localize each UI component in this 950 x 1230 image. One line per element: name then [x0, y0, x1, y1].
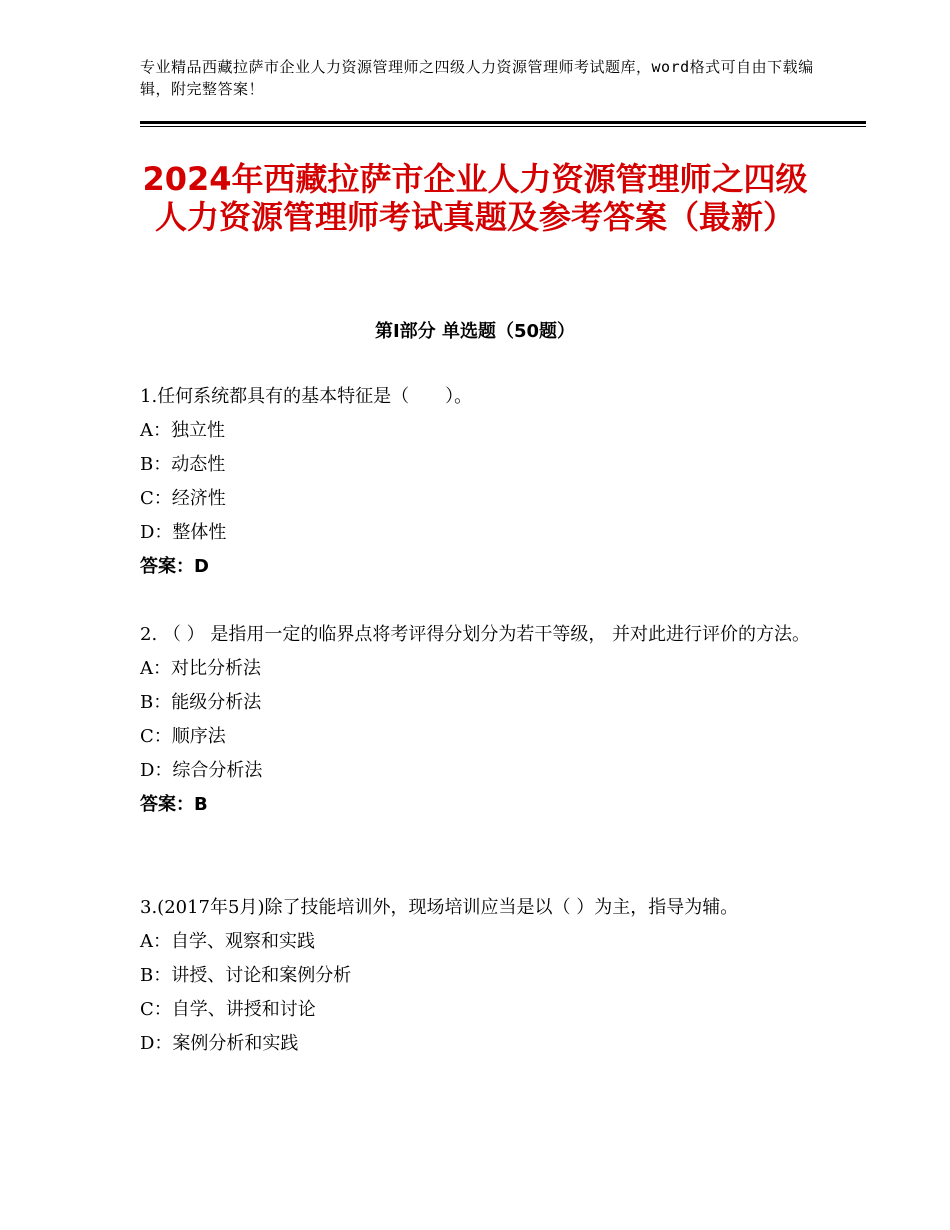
question-2: [140, 618, 820, 822]
header-note: 专业精品西藏拉萨市企业人力资源管理师之四级人力资源管理师考试题库，word格式可自由下载编辑，附完整答案！: [140, 58, 814, 98]
option-c: C：自学、讲授和讨论: [140, 999, 316, 1020]
option-d: D：整体性: [140, 522, 227, 543]
option-a: A：独立性: [140, 420, 225, 441]
answer: 答案：D: [140, 556, 209, 577]
question-stem: 1.任何系统都具有的基本特征是（ ）。: [140, 386, 473, 407]
question-3: [140, 891, 820, 1061]
header-rule-thick: [140, 121, 866, 124]
option-a: A：对比分析法: [140, 658, 261, 679]
option-d: D：案例分析和实践: [140, 1033, 299, 1054]
question-stem: 3.(2017年5月)除了技能培训外，现场培训应当是以（ ）为主，指导为辅。: [140, 897, 739, 918]
option-a: A：自学、观察和实践: [140, 931, 315, 952]
option-b: B：动态性: [140, 454, 226, 475]
option-c: C：经济性: [140, 488, 226, 509]
option-c: C：顺序法: [140, 726, 226, 747]
option-d: D：综合分析法: [140, 760, 263, 781]
question-stem: 2. （ ） 是指用一定的临界点将考评得分划分为若干等级， 并对此进行评价的方法。: [140, 624, 811, 645]
header-rule-thin: [140, 126, 866, 127]
question-1: [140, 380, 820, 584]
section-heading: 第Ⅰ部分 单选题（50题）: [374, 321, 575, 342]
document-title: 2024年西藏拉萨市企业人力资源管理师之四级人力资源管理师考试真题及参考答案（最新）: [142, 160, 808, 236]
answer: 答案：B: [140, 794, 208, 815]
option-b: B：能级分析法: [140, 692, 262, 713]
option-b: B：讲授、讨论和案例分析: [140, 965, 352, 986]
